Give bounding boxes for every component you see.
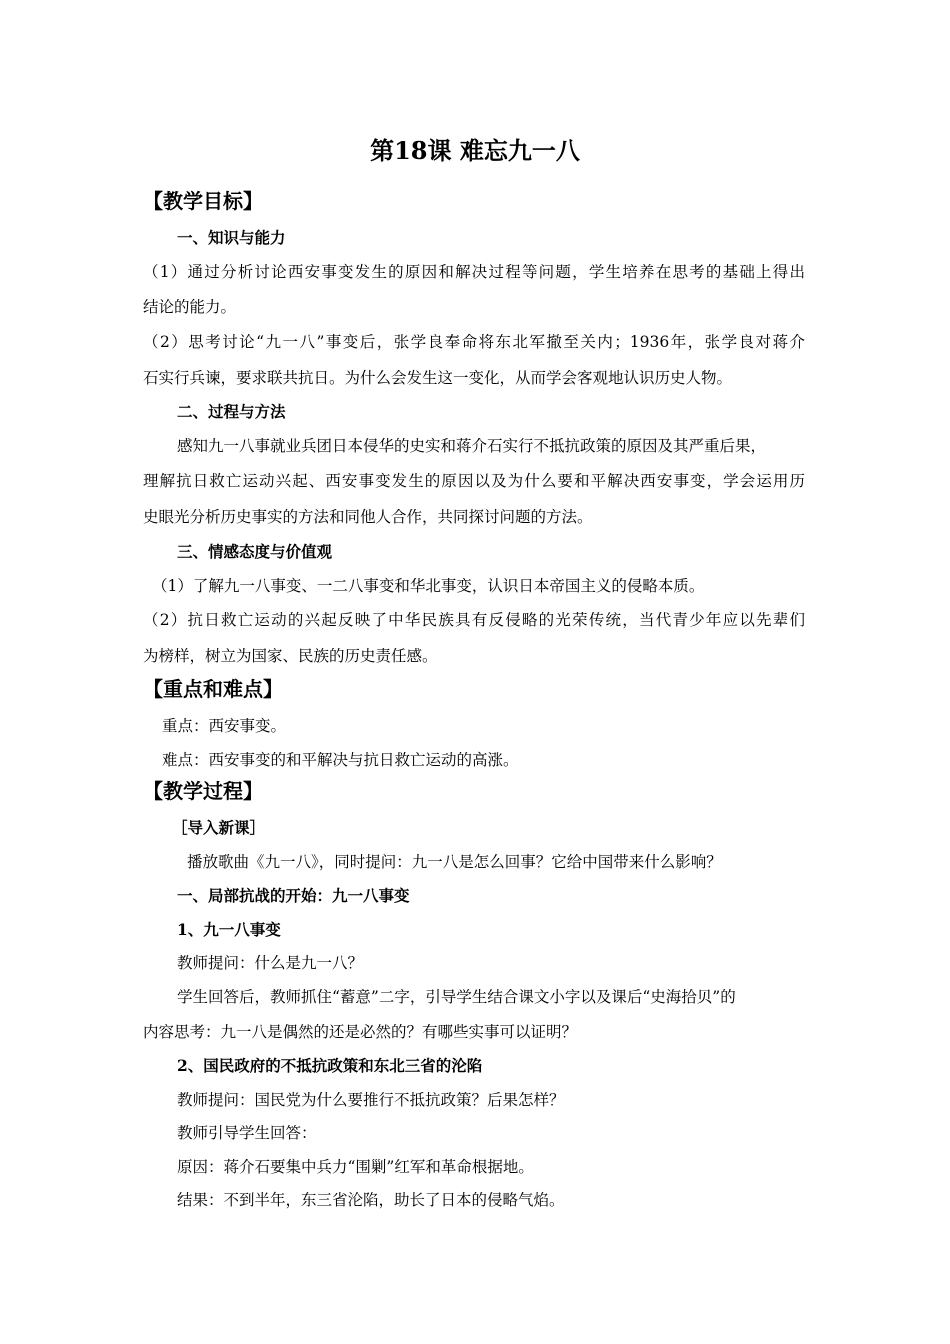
key-focus: 重点：西安事变。 (162, 717, 287, 735)
paragraph-line: （1）了解九一八事变、一二八事变和华北事变，认识日本帝国主义的侵略本质。 (152, 577, 705, 595)
key-difficulty: 难点：西安事变的和平解决与抗日救亡运动的高涨。 (162, 751, 519, 769)
paragraph-line: 原因：蒋介石要集中兵力“围剿”红军和革命根据地。 (177, 1158, 534, 1176)
paragraph-line: （1）通过分析讨论西安事变发生的原因和解决过程等问题，学生培养在思考的基础上得出 (143, 263, 805, 281)
paragraph-line: 史眼光分析历史事实的方法和同他人合作，共同探讨问题的方法。 (143, 508, 593, 526)
paragraph-line: 教师提问：国民党为什么要推行不抵抗政策？后果怎样？ (177, 1091, 565, 1109)
paragraph-line: （2）思考讨论“九一八”事变后，张学良奉命将东北军撤至关内；1936年，张学良对蒋介 (143, 333, 805, 351)
subheading-s1: 1、九一八事变 (177, 920, 281, 939)
paragraph-line: 播放歌曲《九一八》，同时提问：九一八是怎么回事？它给中国带来什么影响？ (187, 853, 722, 871)
section-heading-process: 【教学过程】 (143, 779, 263, 803)
paragraph-line: 教师引导学生回答： (177, 1124, 317, 1142)
paragraph-line: 感知九一八事就业兵团日本侵华的史实和蒋介石实行不抵抗政策的原因及其严重后果， (177, 437, 767, 455)
paragraph-line: 石实行兵谏，要求联共抗日。为什么会发生这一变化，从而学会客观地认识历史人物。 (143, 369, 733, 387)
paragraph-line: 内容思考：九一八是偶然的还是必然的？有哪些实事可以证明？ (143, 1023, 578, 1041)
paragraph-line: 结论的能力。 (143, 298, 237, 316)
paragraph-line: （2）抗日救亡运动的兴起反映了中华民族具有反侵略的光荣传统，当代青少年应以先辈们 (143, 611, 805, 629)
paragraph-line: 为榜样，树立为国家、民族的历史责任感。 (143, 647, 438, 665)
section-heading-key: 【重点和难点】 (143, 677, 283, 701)
paragraph-line: 理解抗日救亡运动兴起、西安事变发生的原因以及为什么要和平解决西安事变，学会运用历 (143, 472, 805, 490)
subheading-intro: ［导入新课］ (172, 818, 266, 837)
subheading-s2: 2、国民政府的不抵抗政策和东北三省的沦陷 (177, 1056, 483, 1075)
page-title: 第18课 难忘九一八 (370, 136, 580, 165)
subheading-method: 二、过程与方法 (177, 402, 286, 421)
paragraph-line: 学生回答后，教师抓住“蓄意”二字，引导学生结合课文小字以及课后“史海拾贝”的 (177, 988, 736, 1006)
subheading-knowledge: 一、知识与能力 (177, 228, 286, 247)
section-heading-goals: 【教学目标】 (143, 189, 263, 213)
paragraph-line: 教师提问：什么是九一八？ (177, 954, 364, 972)
subheading-part1: 一、局部抗战的开始：九一八事变 (177, 886, 410, 905)
paragraph-line: 结果：不到半年，东三省沦陷，助长了日本的侵略气焰。 (177, 1191, 565, 1209)
subheading-emotion: 三、情感态度与价值观 (177, 542, 333, 561)
